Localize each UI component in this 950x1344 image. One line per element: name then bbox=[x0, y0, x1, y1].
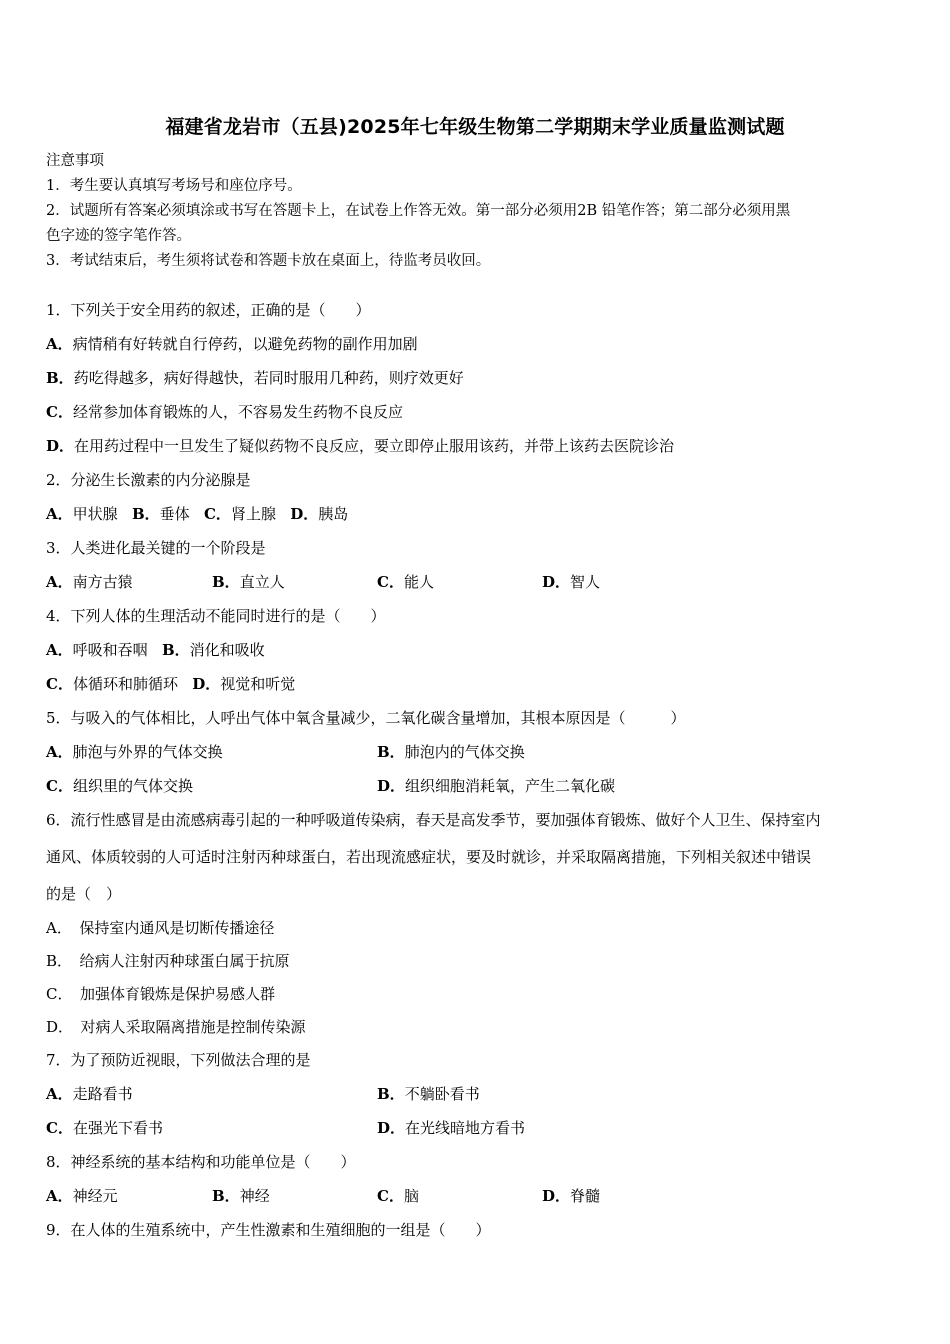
question-stem: 1．下列关于安全用药的叙述，正确的是（ ） bbox=[46, 301, 371, 319]
option-label: C． bbox=[203, 505, 231, 523]
option-text: 组织里的气体交换 bbox=[72, 777, 193, 795]
option-text: 胰岛 bbox=[318, 505, 349, 523]
notice-item: 2．试题所有答案必须填涂或书写在答题卡上，在试卷上作答无效。第一部分必须用2B 铅笔作答；第二部分必须用黑 bbox=[46, 203, 791, 219]
option-label: A． bbox=[46, 335, 73, 353]
option-label: D． bbox=[542, 573, 571, 591]
notice-item: 色字迹的签字笔作答。 bbox=[46, 228, 191, 244]
option-label: C． bbox=[46, 675, 73, 693]
option-label: C． bbox=[377, 573, 404, 591]
option-text: 呼吸和吞咽 bbox=[72, 641, 148, 659]
question-stem: 的是（ ） bbox=[46, 885, 122, 903]
option-label: A． bbox=[46, 1187, 73, 1205]
option-b bbox=[46, 368, 464, 388]
option-label: A． bbox=[46, 743, 73, 761]
option-label: D． bbox=[290, 505, 319, 523]
question-stem: 4．下列人体的生理活动不能同时进行的是（ ） bbox=[46, 607, 386, 625]
option-a bbox=[46, 742, 223, 762]
option-label: B． bbox=[377, 743, 405, 761]
notice-item: 3．考试结束后，考生须将试卷和答题卡放在桌面上，待监考员收回。 bbox=[46, 253, 491, 269]
option-d: D． 对病人采取隔离措施是控制传染源 bbox=[46, 1018, 306, 1036]
option-a: A． 保持室内通风是切断传播途径 bbox=[46, 919, 275, 937]
option-label: A． bbox=[46, 641, 73, 659]
option-label: D． bbox=[377, 777, 406, 795]
option-text: 组织细胞消耗氧，产生二氧化碳 bbox=[405, 777, 616, 795]
option-label: C． bbox=[46, 777, 73, 795]
option-label: A． bbox=[46, 505, 73, 523]
question-stem: 5．与吸入的气体相比，人呼出气体中氧含量减少，二氧化碳含量增加，其根本原因是（ ） bbox=[46, 709, 686, 727]
option-text: 视觉和听觉 bbox=[220, 675, 296, 693]
options-row bbox=[46, 674, 295, 694]
option-label: A． bbox=[46, 1085, 73, 1103]
option-c bbox=[46, 776, 193, 796]
option-text: 病情稍有好转就自行停药，以避免药物的副作用加剧 bbox=[72, 335, 418, 353]
option-label: B． bbox=[377, 1085, 405, 1103]
option-label: B． bbox=[46, 369, 74, 387]
option-text: 脑 bbox=[403, 1187, 419, 1205]
option-label: B． bbox=[131, 505, 160, 523]
option-c bbox=[46, 402, 403, 422]
option-a bbox=[46, 572, 133, 592]
notice-item: 1．考生要认真填写考场号和座位序号。 bbox=[46, 178, 302, 194]
option-text: 南方古猿 bbox=[72, 573, 133, 591]
question-stem: 3．人类进化最关键的一个阶段是 bbox=[46, 539, 266, 557]
option-label: D． bbox=[192, 675, 221, 693]
option-d bbox=[542, 572, 600, 592]
option-a bbox=[46, 334, 418, 354]
option-c bbox=[377, 572, 434, 592]
option-label: D． bbox=[46, 437, 75, 455]
option-label: C． bbox=[377, 1187, 404, 1205]
question-stem: 6．流行性感冒是由流感病毒引起的一种呼吸道传染病，春天是高发季节，要加强体育锻炼、做好个人卫生、保持室内 bbox=[46, 811, 821, 829]
options-row bbox=[46, 504, 348, 524]
option-text: 垂体 bbox=[159, 505, 190, 523]
option-b bbox=[212, 572, 285, 592]
option-b: B． 给病人注射丙种球蛋白属于抗原 bbox=[46, 952, 290, 970]
option-text: 不躺卧看书 bbox=[404, 1085, 480, 1103]
option-text: 神经 bbox=[239, 1187, 270, 1205]
option-d bbox=[46, 436, 674, 456]
option-label: B． bbox=[212, 1187, 240, 1205]
options-row bbox=[46, 640, 265, 660]
option-text: 神经元 bbox=[72, 1187, 118, 1205]
option-text: 在用药过程中一旦发生了疑似药物不良反应，要立即停止服用该药，并带上该药去医院诊治 bbox=[74, 437, 675, 455]
option-text: 肾上腺 bbox=[230, 505, 276, 523]
option-a bbox=[46, 1186, 118, 1206]
option-label: A． bbox=[46, 573, 73, 591]
option-b bbox=[212, 1186, 270, 1206]
option-label: B． bbox=[212, 573, 240, 591]
option-a bbox=[46, 1084, 133, 1104]
option-text: 能人 bbox=[403, 573, 434, 591]
option-label: D． bbox=[377, 1119, 406, 1137]
option-d bbox=[377, 776, 615, 796]
option-b bbox=[377, 742, 525, 762]
option-label: D． bbox=[542, 1187, 571, 1205]
option-c: C． 加强体育锻炼是保护易感人群 bbox=[46, 985, 275, 1003]
question-stem: 8．神经系统的基本结构和功能单位是（ ） bbox=[46, 1153, 356, 1171]
option-text: 药吃得越多，病好得越快，若同时服用几种药，则疗效更好 bbox=[73, 369, 464, 387]
option-text: 肺泡内的气体交换 bbox=[404, 743, 525, 761]
option-text: 直立人 bbox=[239, 573, 285, 591]
option-d bbox=[542, 1186, 600, 1206]
option-label: B． bbox=[161, 641, 190, 659]
option-label: C． bbox=[46, 403, 73, 421]
question-stem: 通风、体质较弱的人可适时注射丙种球蛋白，若出现流感症状，要及时就诊，并采取隔离措施，下列相关叙述中错误 bbox=[46, 848, 812, 866]
question-stem: 9．在人体的生殖系统中，产生性激素和生殖细胞的一组是（ ） bbox=[46, 1221, 491, 1239]
option-d bbox=[377, 1118, 525, 1138]
option-text: 脊髓 bbox=[570, 1187, 601, 1205]
option-text: 智人 bbox=[570, 573, 601, 591]
option-text: 甲状腺 bbox=[72, 505, 118, 523]
notice-heading: 注意事项 bbox=[46, 153, 104, 169]
option-text: 在光线暗地方看书 bbox=[405, 1119, 526, 1137]
question-stem: 2．分泌生长激素的内分泌腺是 bbox=[46, 471, 251, 489]
option-c bbox=[46, 1118, 163, 1138]
option-text: 体循环和肺循环 bbox=[72, 675, 178, 693]
option-text: 肺泡与外界的气体交换 bbox=[72, 743, 223, 761]
option-b bbox=[377, 1084, 480, 1104]
option-text: 走路看书 bbox=[72, 1085, 133, 1103]
option-text: 经常参加体育锻炼的人，不容易发生药物不良反应 bbox=[72, 403, 403, 421]
option-text: 消化和吸收 bbox=[189, 641, 265, 659]
option-label: C． bbox=[46, 1119, 73, 1137]
option-c bbox=[377, 1186, 419, 1206]
question-stem: 7．为了预防近视眼，下列做法合理的是 bbox=[46, 1051, 311, 1069]
exam-title: 福建省龙岩市（五县)2025年七年级生物第二学期期末学业质量监测试题 bbox=[165, 116, 785, 138]
option-text: 在强光下看书 bbox=[72, 1119, 163, 1137]
